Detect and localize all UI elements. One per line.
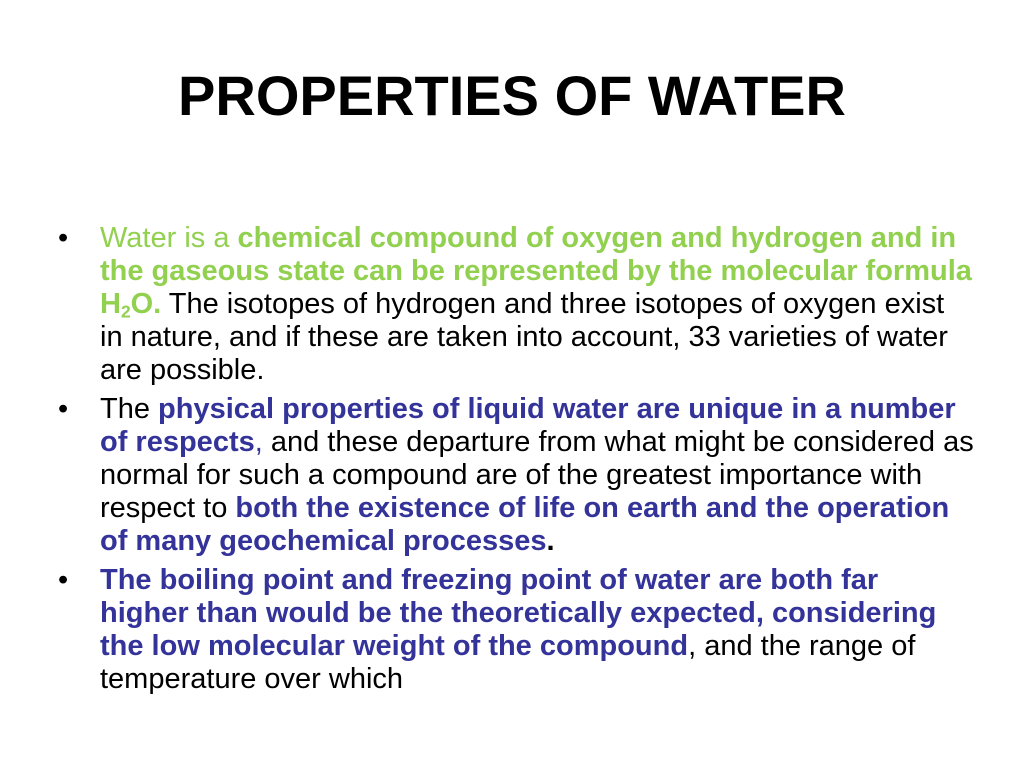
bullet-list [56,222,974,702]
bullet-3-rest: , and the range of temperature over which [100,630,916,695]
bullet-marker: • [58,222,69,254]
bullet-item-2 [56,393,974,558]
bullet-1-lead: Water is a [100,222,238,254]
bullet-2-highlight-2: both the existence of life on earth and the operation of many geochemical processes [100,492,950,557]
bullet-2-highlight: physical properties of liquid water are unique in a number of respects [100,393,956,458]
bullet-item-3 [56,564,974,696]
bullet-2-end: . [546,525,555,557]
bullet-2-middle: and these departure from what might be considered as normal for such a compound are of the greatest importance with respect to [100,426,974,524]
bullet-item-1 [56,222,974,387]
bullet-3-highlight: The boiling point and freezing point of water are both far higher than would be the theoretically expected, considering the low molecular weight of the compound [100,564,937,662]
bullet-1-rest: The isotopes of hydrogen and three isotopes of oxygen exist in nature, and if these are taken into account, 33 varieties of water are possible. [100,288,948,386]
slide-title: PROPERTIES OF WATER [178,64,846,127]
bullet-2-comma: , [254,426,263,458]
bullet-1-highlight: chemical compound of oxygen and hydrogen and in the gaseous state can be represented by the molecular formula H [100,222,972,320]
formula-subscript: 2 [120,301,131,322]
bullet-1-highlight-end: O. [130,288,162,320]
bullet-2-lead: The [100,393,159,425]
bullet-marker: • [58,393,69,425]
bullet-marker: • [58,564,69,596]
